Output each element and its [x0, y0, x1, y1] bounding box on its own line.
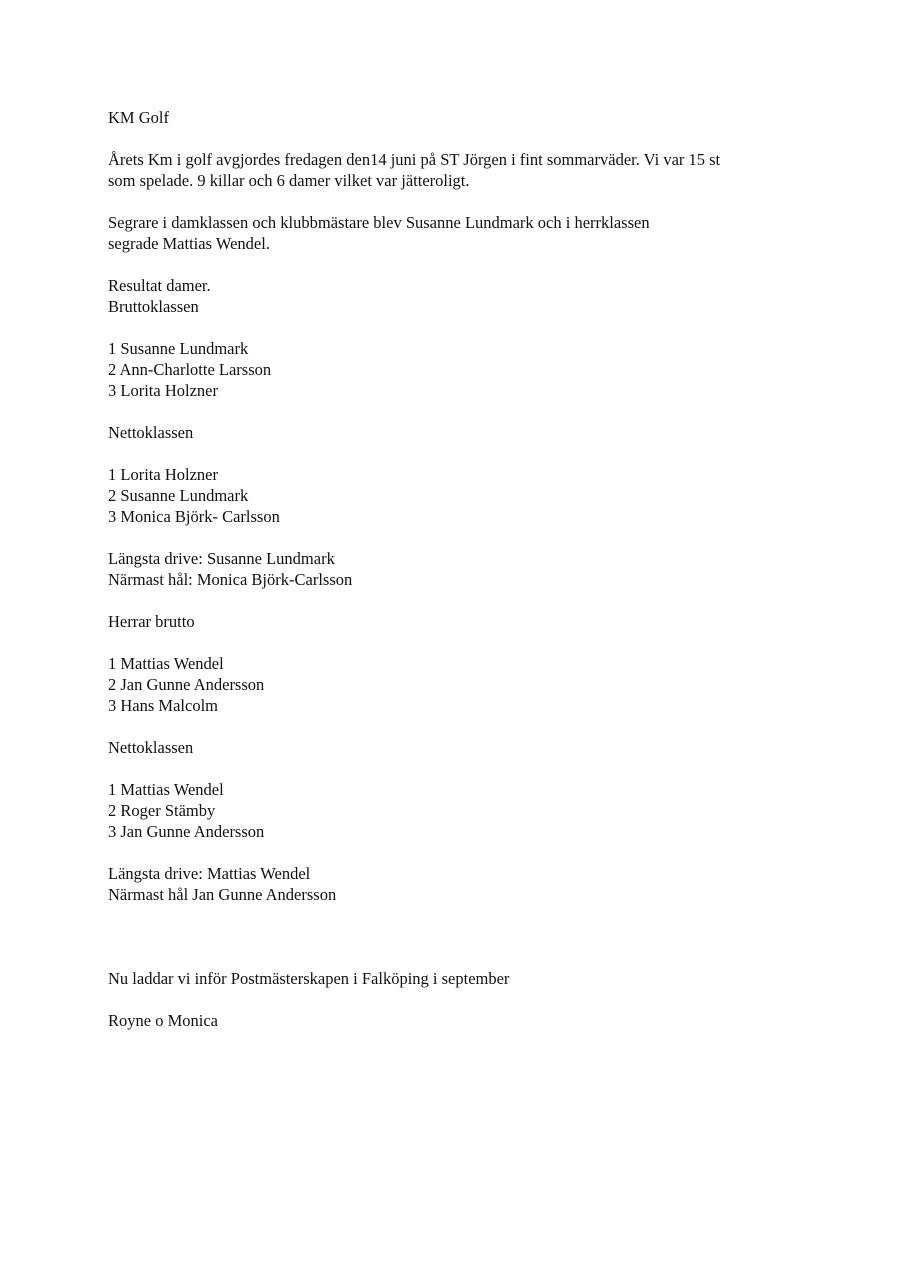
men-gross-result: 1 Mattias Wendel: [108, 654, 224, 673]
women-gross-heading: Bruttoklassen: [108, 297, 199, 316]
men-net-heading: Nettoklassen: [108, 738, 194, 757]
winners-line: segrade Mattias Wendel.: [108, 234, 270, 253]
closing-line: Nu laddar vi inför Postmästerskapen i Falköping i september: [108, 969, 510, 988]
men-closest-to-pin: Närmast hål Jan Gunne Andersson: [108, 885, 337, 904]
women-gross-result: 2 Ann-Charlotte Larsson: [108, 360, 272, 379]
men-longest-drive: Längsta drive: Mattias Wendel: [108, 864, 311, 883]
women-net-result: 1 Lorita Holzner: [108, 465, 218, 484]
intro-line: Årets Km i golf avgjordes fredagen den14 juni på ST Jörgen i fint sommarväder. Vi var 15 st: [108, 150, 721, 169]
intro-line: som spelade. 9 killar och 6 damer vilket var jätteroligt.: [108, 171, 470, 190]
men-gross-heading: Herrar brutto: [108, 612, 195, 631]
men-gross-result: 3 Hans Malcolm: [108, 696, 218, 715]
women-longest-drive: Längsta drive: Susanne Lundmark: [108, 549, 335, 568]
winners-line: Segrare i damklassen och klubbmästare blev Susanne Lundmark och i herrklassen: [108, 213, 650, 232]
men-net-result: 2 Roger Stämby: [108, 801, 216, 820]
women-gross-result: 1 Susanne Lundmark: [108, 339, 249, 358]
men-net-result: 3 Jan Gunne Andersson: [108, 822, 265, 841]
signature: Royne o Monica: [108, 1011, 218, 1030]
men-gross-result: 2 Jan Gunne Andersson: [108, 675, 265, 694]
men-net-result: 1 Mattias Wendel: [108, 780, 224, 799]
women-gross-result: 3 Lorita Holzner: [108, 381, 218, 400]
document-title: KM Golf: [108, 108, 169, 127]
women-closest-to-pin: Närmast hål: Monica Björk-Carlsson: [108, 570, 353, 589]
document-body: [108, 107, 808, 1031]
women-results-heading: Resultat damer.: [108, 276, 211, 295]
women-net-heading: Nettoklassen: [108, 423, 194, 442]
women-net-result: 2 Susanne Lundmark: [108, 486, 249, 505]
women-net-result: 3 Monica Björk- Carlsson: [108, 507, 280, 526]
